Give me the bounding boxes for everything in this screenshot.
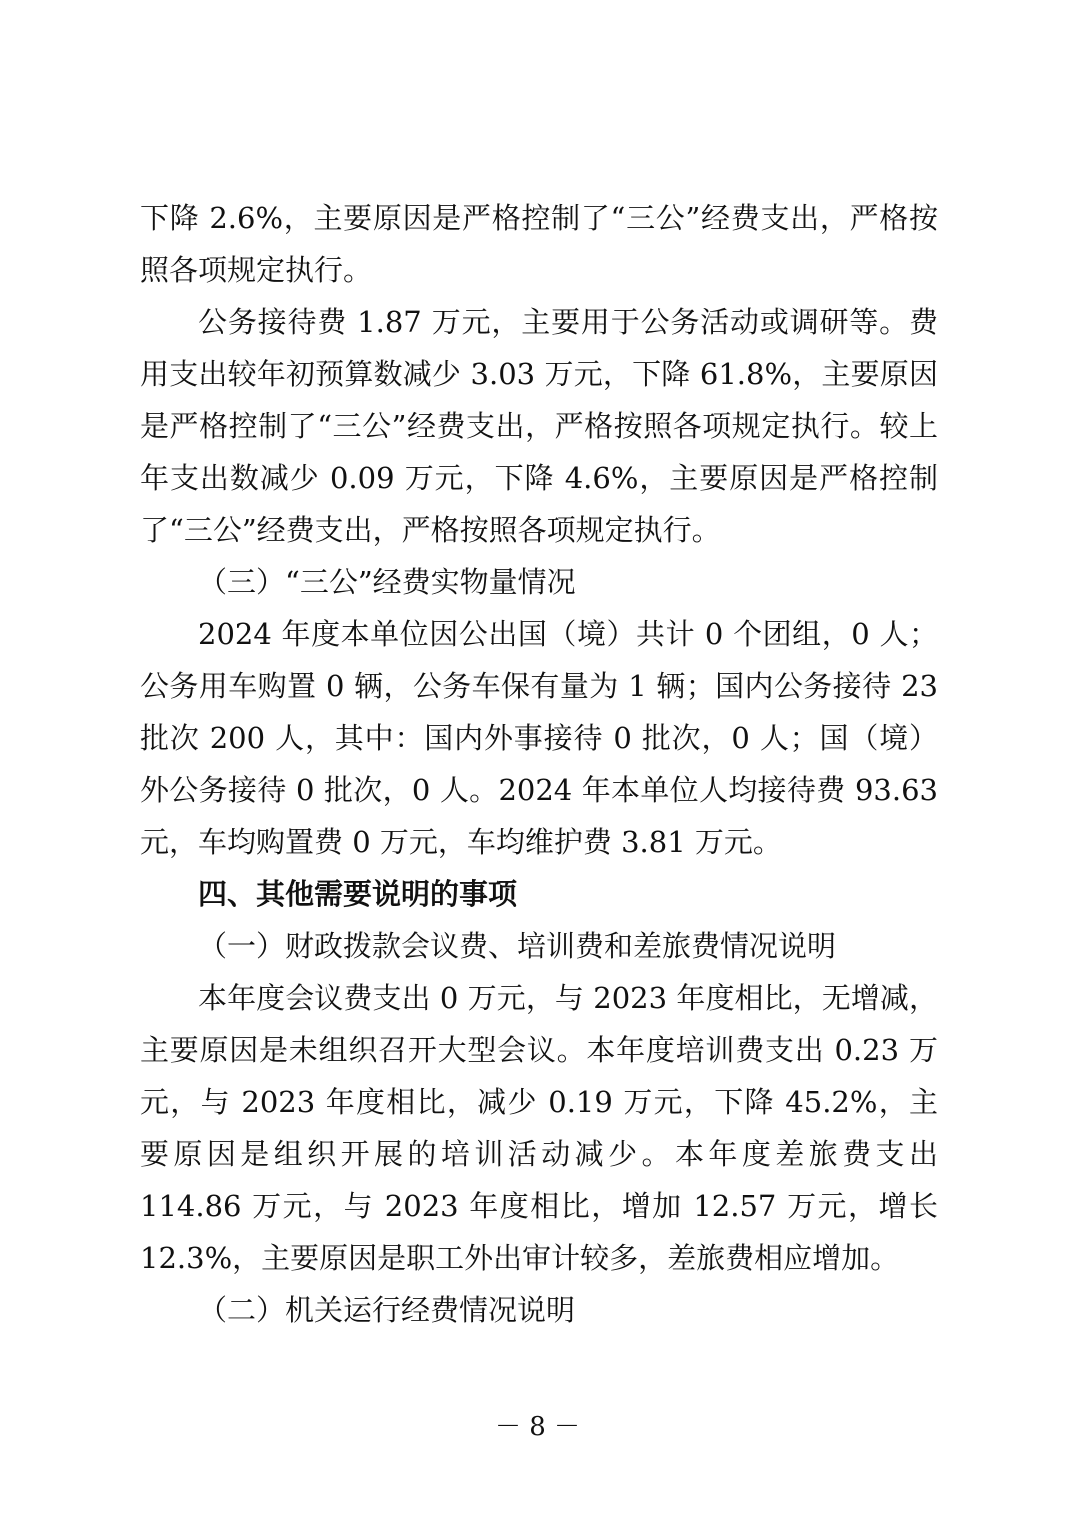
section-heading-meeting-training-travel: （一）财政拨款会议费、培训费和差旅费情况说明 [198, 929, 837, 963]
section-heading-other-matters: 四、其他需要说明的事项 [198, 877, 518, 911]
page-number: － 8 － [494, 1412, 581, 1442]
paragraph-physical-quantity: 2024 年度本单位因公出国（境）共计 0 个团组，0 人；公务用车购置 0 辆，公务车保有量为 1 辆；国内公务接待 23 批次 200 人，其中：国内外事接待 0 批次，0 人；国（境）外公务接待 0 批次，0 人。2024 年本单位人均接待费 93.63 元，车均购置费 0 万元，车均维护费 3.81 万元。 [140, 617, 938, 859]
section-heading-physical-quantity: （三）“三公”经费实物量情况 [198, 565, 576, 599]
paragraph-meeting-training-travel: 本年度会议费支出 0 万元，与 2023 年度相比，无增减，主要原因是未组织召开大型会议。本年度培训费支出 0.23 万元，与 2023 年度相比，减少 0.19 万元，下降 45.2%，主要原因是组织开展的培训活动减少。本年度差旅费支出 114.86 万元，与 2023 年度相比，增加 12.57 万元，增长 12.3%，主要原因是职工外出审计较多，差旅费相应增加。 [140, 981, 938, 1275]
section-heading-operating-expense: （二）机关运行经费情况说明 [198, 1293, 576, 1327]
paragraph-continuation: 下降 2.6%，主要原因是严格控制了“三公”经费支出，严格按照各项规定执行。 [140, 201, 938, 287]
document-body [140, 192, 938, 1336]
paragraph-reception-expense: 公务接待费 1.87 万元，主要用于公务活动或调研等。费用支出较年初预算数减少 3.03 万元，下降 61.8%，主要原因是严格控制了“三公”经费支出，严格按照各项规定执行。较上年支出数减少 0.09 万元，下降 4.6%，主要原因是严格控制了“三公”经费支出，严格按照各项规定执行。 [140, 305, 938, 547]
